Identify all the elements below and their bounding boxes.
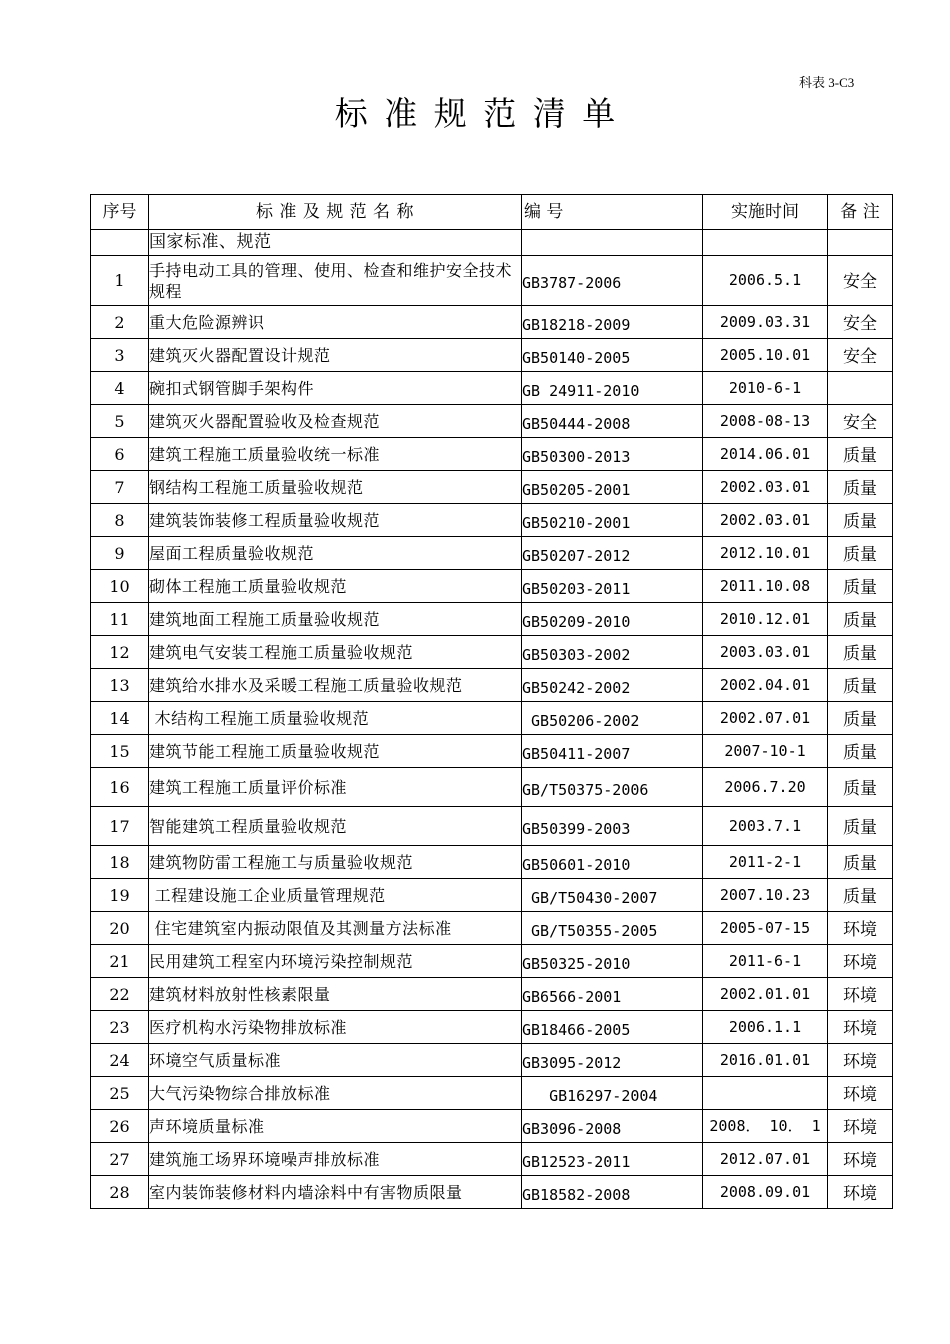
row-note: 安全 — [828, 405, 893, 438]
table-row — [91, 1143, 893, 1176]
row-note: 环境 — [828, 1077, 893, 1110]
row-name: 建筑地面工程施工质量验收规范 — [149, 603, 522, 636]
standards-table — [90, 194, 893, 1209]
table-row — [91, 537, 893, 570]
header-note: 备 注 — [828, 195, 893, 230]
row-note: 环境 — [828, 1044, 893, 1077]
row-name: 声环境质量标准 — [149, 1110, 522, 1143]
row-code: GB18466-2005 — [522, 1011, 703, 1044]
row-date: 2006.7.20 — [703, 768, 828, 807]
row-note: 安全 — [828, 306, 893, 339]
header-index: 序号 — [91, 195, 149, 230]
row-index: 11 — [91, 603, 149, 636]
row-note: 环境 — [828, 1176, 893, 1209]
row-index: 13 — [91, 669, 149, 702]
row-date: 2009.03.31 — [703, 306, 828, 339]
row-index: 14 — [91, 702, 149, 735]
table-row — [91, 978, 893, 1011]
row-date: 2002.03.01 — [703, 504, 828, 537]
row-name: 屋面工程质量验收规范 — [149, 537, 522, 570]
row-index: 28 — [91, 1176, 149, 1209]
row-date: 2005.10.01 — [703, 339, 828, 372]
row-date: 2011-2-1 — [703, 846, 828, 879]
row-index: 26 — [91, 1110, 149, 1143]
table-row — [91, 768, 893, 807]
row-index: 8 — [91, 504, 149, 537]
row-name: 建筑工程施工质量评价标准 — [149, 768, 522, 807]
row-date: 2002.01.01 — [703, 978, 828, 1011]
row-index: 4 — [91, 372, 149, 405]
row-note: 环境 — [828, 1110, 893, 1143]
row-code: GB18582-2008 — [522, 1176, 703, 1209]
table-row — [91, 807, 893, 846]
row-index: 2 — [91, 306, 149, 339]
row-note: 质量 — [828, 669, 893, 702]
row-note: 安全 — [828, 256, 893, 306]
row-code: GB50411-2007 — [522, 735, 703, 768]
row-date: 2008-08-13 — [703, 405, 828, 438]
row-index: 24 — [91, 1044, 149, 1077]
row-code: GB/T50375-2006 — [522, 768, 703, 807]
row-name: 智能建筑工程质量验收规范 — [149, 807, 522, 846]
row-code: GB50210-2001 — [522, 504, 703, 537]
row-code: GB50206-2002 — [522, 702, 703, 735]
table-row — [91, 1044, 893, 1077]
row-note: 质量 — [828, 846, 893, 879]
row-note: 环境 — [828, 1011, 893, 1044]
table-row — [91, 1011, 893, 1044]
row-code: GB50140-2005 — [522, 339, 703, 372]
row-code: GB50203-2011 — [522, 570, 703, 603]
row-date: 2002.07.01 — [703, 702, 828, 735]
table-row — [91, 1176, 893, 1209]
row-index: 5 — [91, 405, 149, 438]
row-index: 23 — [91, 1011, 149, 1044]
row-date: 2002.03.01 — [703, 471, 828, 504]
table-row — [91, 438, 893, 471]
row-name: 砌体工程施工质量验收规范 — [149, 570, 522, 603]
row-note: 质量 — [828, 702, 893, 735]
row-name: 建筑施工场界环境噪声排放标准 — [149, 1143, 522, 1176]
row-name: 手持电动工具的管理、使用、检查和维护安全技术规程 — [149, 256, 522, 306]
row-date: 2005-07-15 — [703, 912, 828, 945]
row-date: 2002.04.01 — [703, 669, 828, 702]
row-note: 质量 — [828, 735, 893, 768]
row-name: 木结构工程施工质量验收规范 — [149, 702, 522, 735]
row-code: GB12523-2011 — [522, 1143, 703, 1176]
row-date: 2016.01.01 — [703, 1044, 828, 1077]
header-date: 实施时间 — [703, 195, 828, 230]
category-index-cell — [91, 230, 149, 256]
row-note: 质量 — [828, 438, 893, 471]
row-code: GB50303-2002 — [522, 636, 703, 669]
row-note: 质量 — [828, 537, 893, 570]
row-name: 建筑材料放射性核素限量 — [149, 978, 522, 1011]
row-code: GB16297-2004 — [522, 1077, 703, 1110]
row-note: 环境 — [828, 1143, 893, 1176]
form-code: 科表 3-C3 — [799, 75, 855, 90]
row-code: GB 24911-2010 — [522, 372, 703, 405]
row-code: GB3096-2008 — [522, 1110, 703, 1143]
row-date: 2003.03.01 — [703, 636, 828, 669]
row-name: 建筑装饰装修工程质量验收规范 — [149, 504, 522, 537]
row-note: 质量 — [828, 603, 893, 636]
row-date: 2006.1.1 — [703, 1011, 828, 1044]
row-date: 2008． 10． 1 — [703, 1110, 828, 1143]
row-code: GB/T50355-2005 — [522, 912, 703, 945]
row-note — [828, 372, 893, 405]
row-index: 18 — [91, 846, 149, 879]
row-note: 质量 — [828, 570, 893, 603]
row-code: GB50209-2010 — [522, 603, 703, 636]
row-name: 重大危险源辨识 — [149, 306, 522, 339]
row-note: 质量 — [828, 879, 893, 912]
row-date: 2011.10.08 — [703, 570, 828, 603]
table-row — [91, 570, 893, 603]
row-name: 室内装饰装修材料内墙涂料中有害物质限量 — [149, 1176, 522, 1209]
category-note-cell — [828, 230, 893, 256]
row-date: 2010-6-1 — [703, 372, 828, 405]
row-name: 民用建筑工程室内环境污染控制规范 — [149, 945, 522, 978]
row-name: 建筑工程施工质量验收统一标准 — [149, 438, 522, 471]
row-date: 2012.10.01 — [703, 537, 828, 570]
row-code: GB50300-2013 — [522, 438, 703, 471]
row-note: 质量 — [828, 768, 893, 807]
row-index: 25 — [91, 1077, 149, 1110]
row-date: 2010.12.01 — [703, 603, 828, 636]
table-row — [91, 669, 893, 702]
row-index: 17 — [91, 807, 149, 846]
table-row — [91, 603, 893, 636]
header-name: 标 准 及 规 范 名 称 — [149, 195, 522, 230]
row-date: 2011-6-1 — [703, 945, 828, 978]
category-row — [91, 230, 893, 256]
row-code: GB50444-2008 — [522, 405, 703, 438]
table-row — [91, 636, 893, 669]
table-row — [91, 504, 893, 537]
row-date: 2003.7.1 — [703, 807, 828, 846]
category-date-cell — [703, 230, 828, 256]
category-label: 国家标准、规范 — [149, 230, 522, 256]
table-row — [91, 471, 893, 504]
row-index: 3 — [91, 339, 149, 372]
row-index: 7 — [91, 471, 149, 504]
row-name: 大气污染物综合排放标准 — [149, 1077, 522, 1110]
row-code: GB3787-2006 — [522, 256, 703, 306]
row-code: GB18218-2009 — [522, 306, 703, 339]
row-code: GB50205-2001 — [522, 471, 703, 504]
row-name: 医疗机构水污染物排放标准 — [149, 1011, 522, 1044]
row-code: GB6566-2001 — [522, 978, 703, 1011]
row-index: 27 — [91, 1143, 149, 1176]
table-row — [91, 339, 893, 372]
table-row — [91, 702, 893, 735]
row-date: 2006.5.1 — [703, 256, 828, 306]
category-code-cell — [522, 230, 703, 256]
row-index: 12 — [91, 636, 149, 669]
row-name: 建筑物防雷工程施工与质量验收规范 — [149, 846, 522, 879]
row-code: GB/T50430-2007 — [522, 879, 703, 912]
row-date: 2014.06.01 — [703, 438, 828, 471]
row-code: GB50242-2002 — [522, 669, 703, 702]
row-name: 钢结构工程施工质量验收规范 — [149, 471, 522, 504]
row-note: 质量 — [828, 636, 893, 669]
row-note: 质量 — [828, 807, 893, 846]
row-index: 19 — [91, 879, 149, 912]
header-row — [91, 195, 893, 230]
row-note: 质量 — [828, 504, 893, 537]
table-row — [91, 735, 893, 768]
row-note: 环境 — [828, 945, 893, 978]
row-index: 22 — [91, 978, 149, 1011]
page-title: 标准规范清单 — [334, 94, 632, 133]
row-index: 15 — [91, 735, 149, 768]
row-index: 6 — [91, 438, 149, 471]
row-name: 建筑灭火器配置设计规范 — [149, 339, 522, 372]
table-row — [91, 405, 893, 438]
row-index: 10 — [91, 570, 149, 603]
table-row — [91, 256, 893, 306]
row-name: 建筑电气安装工程施工质量验收规范 — [149, 636, 522, 669]
row-code: GB3095-2012 — [522, 1044, 703, 1077]
row-name: 工程建设施工企业质量管理规范 — [149, 879, 522, 912]
table-row — [91, 1077, 893, 1110]
row-date: 2008.09.01 — [703, 1176, 828, 1209]
row-index: 9 — [91, 537, 149, 570]
row-date: 2012.07.01 — [703, 1143, 828, 1176]
table-row — [91, 306, 893, 339]
row-index: 1 — [91, 256, 149, 306]
row-index: 16 — [91, 768, 149, 807]
table-row — [91, 945, 893, 978]
row-index: 20 — [91, 912, 149, 945]
row-date: 2007.10.23 — [703, 879, 828, 912]
table-row — [91, 846, 893, 879]
row-note: 环境 — [828, 978, 893, 1011]
row-name: 建筑给水排水及采暖工程施工质量验收规范 — [149, 669, 522, 702]
table-row — [91, 372, 893, 405]
row-code: GB50601-2010 — [522, 846, 703, 879]
table-row — [91, 912, 893, 945]
row-name: 建筑节能工程施工质量验收规范 — [149, 735, 522, 768]
table-row — [91, 879, 893, 912]
table-row — [91, 1110, 893, 1143]
row-note: 质量 — [828, 471, 893, 504]
row-note: 安全 — [828, 339, 893, 372]
row-note: 环境 — [828, 912, 893, 945]
row-name: 建筑灭火器配置验收及检查规范 — [149, 405, 522, 438]
row-date: 2007-10-1 — [703, 735, 828, 768]
row-index: 21 — [91, 945, 149, 978]
row-code: GB50207-2012 — [522, 537, 703, 570]
row-code: GB50399-2003 — [522, 807, 703, 846]
header-code: 编 号 — [522, 195, 703, 230]
row-name: 碗扣式钢管脚手架构件 — [149, 372, 522, 405]
row-name: 环境空气质量标准 — [149, 1044, 522, 1077]
row-name: 住宅建筑室内振动限值及其测量方法标准 — [149, 912, 522, 945]
row-date — [703, 1077, 828, 1110]
row-code: GB50325-2010 — [522, 945, 703, 978]
